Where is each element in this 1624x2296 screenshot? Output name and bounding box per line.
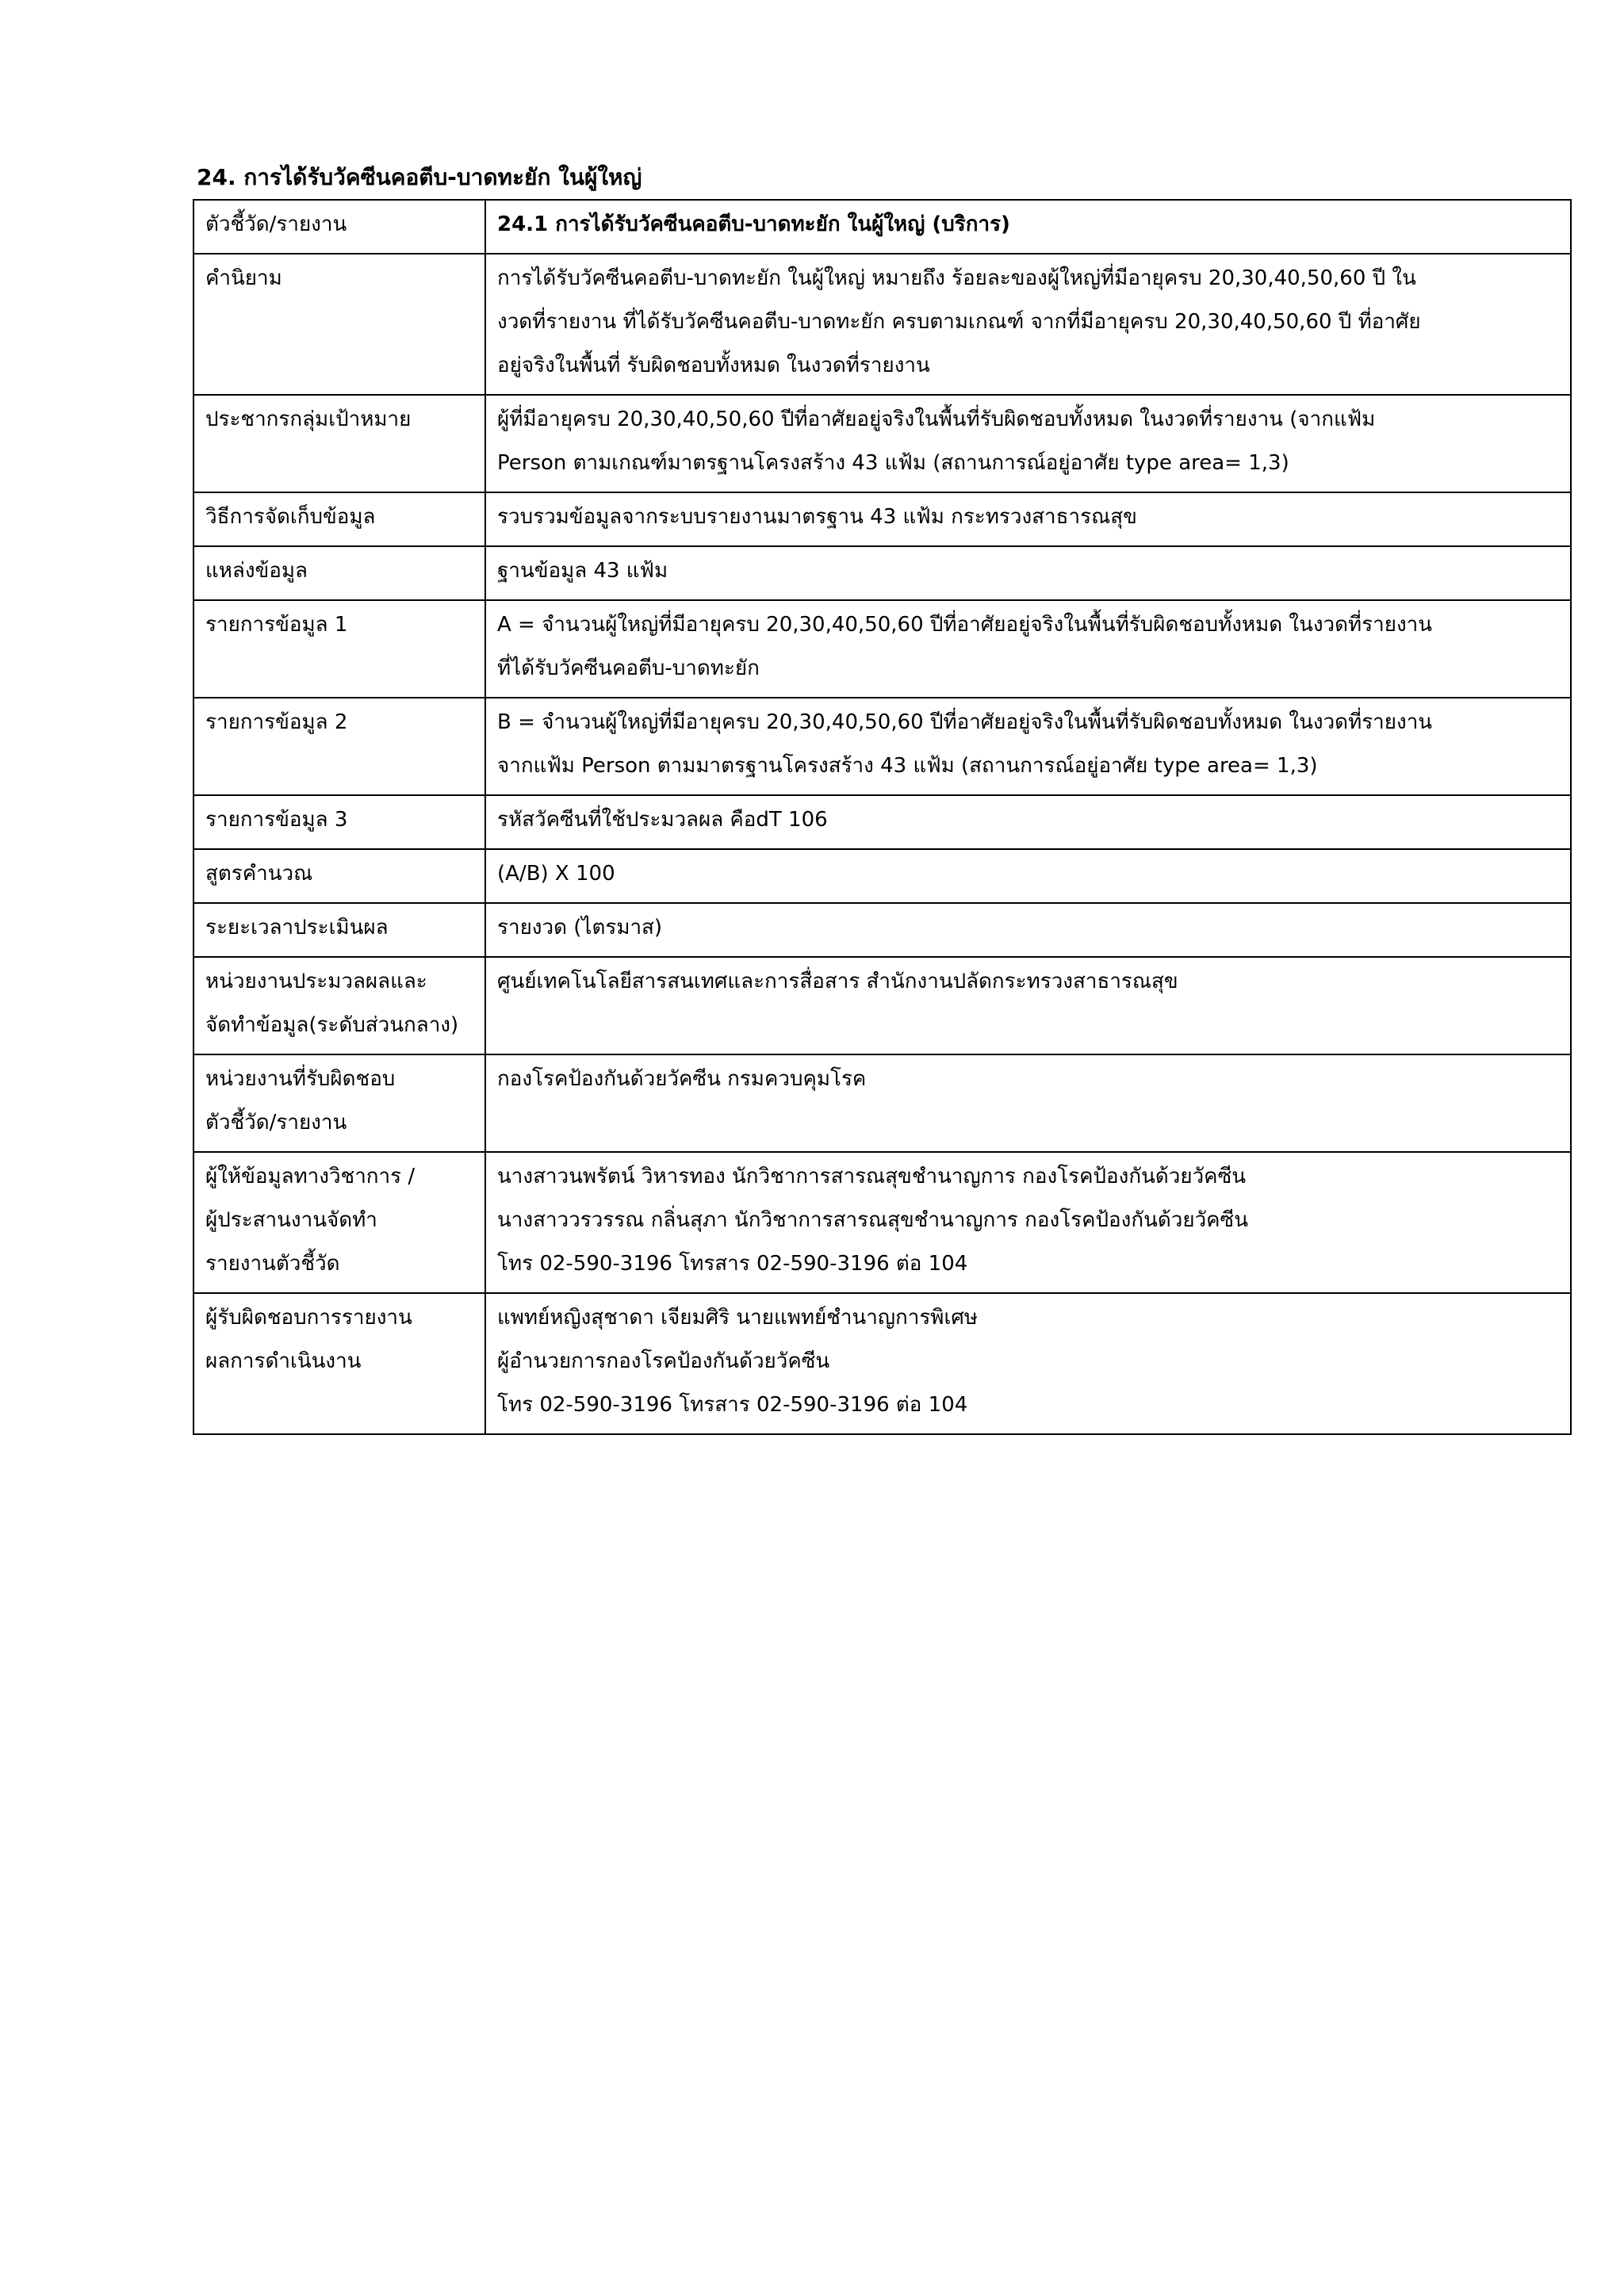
row-value-cell: [485, 254, 1571, 395]
row-value-line: แพทย์หญิงสุชาดา เจียมศิริ นายแพทย์ชำนาญการพิเศษ: [497, 1306, 978, 1330]
row-label-cell: [193, 849, 485, 903]
row-value-cell: [485, 1152, 1571, 1293]
row-label-cell: [193, 957, 485, 1054]
row-value-line: รหัสวัคซีนที่ใช้ประมวลผล คือdT 106: [497, 808, 828, 832]
row-value-line: งวดที่รายงาน ที่ได้รับวัคซีนคอตีบ-บาดทะยัก ครบตามเกณฑ์ จากที่มีอายุครบ 20,30,40,50,60 ปี ที่อาศัย: [497, 310, 1421, 334]
row-label-line: จัดทำข้อมูล(ระดับส่วนกลาง): [205, 1013, 459, 1037]
table-row: [193, 1054, 1571, 1152]
section-title: 24. การได้รับวัคซีนคอตีบ-บาดทะยัก ในผู้ใหญ่: [197, 164, 642, 190]
row-label-cell: [193, 395, 485, 492]
row-label-line: ผู้ให้ข้อมูลทางวิชาการ /: [205, 1165, 416, 1188]
table-row: [193, 849, 1571, 903]
row-value-cell: [485, 1293, 1571, 1434]
row-value-line: ผู้ที่มีอายุครบ 20,30,40,50,60 ปีที่อาศัยอยู่จริงในพื้นที่รับผิดชอบทั้งหมด ในงวดที่รายงาน (จากแฟ้ม: [497, 408, 1376, 431]
table-row: [193, 546, 1571, 600]
table-row: [193, 492, 1571, 546]
row-value-cell: [485, 200, 1571, 254]
row-value-line: โทร 02-590-3196 โทรสาร 02-590-3196 ต่อ 104: [497, 1252, 968, 1276]
row-label-line: ตัวชี้วัด/รายงาน: [205, 212, 347, 236]
row-value-line: อยู่จริงในพื้นที่ รับผิดชอบทั้งหมด ในงวดที่รายงาน: [497, 354, 930, 377]
row-label-cell: [193, 1152, 485, 1293]
row-value-cell: [485, 849, 1571, 903]
row-value-line: รายงวด (ไตรมาส): [497, 916, 663, 939]
indicator-spec-table: [193, 199, 1572, 1435]
row-value-line: นางสาววรวรรณ กลิ่นสุภา นักวิชาการสารณสุขชำนาญการ กองโรคป้องกันด้วยวัคซีน: [497, 1208, 1248, 1232]
table-row: [193, 957, 1571, 1054]
row-label-cell: [193, 492, 485, 546]
row-value-cell: [485, 795, 1571, 849]
row-label-line: ประชากรกลุ่มเป้าหมาย: [205, 408, 412, 431]
row-label-cell: [193, 254, 485, 395]
row-label-line: หน่วยงานประมวลผลและ: [205, 970, 427, 993]
row-label-cell: [193, 1054, 485, 1152]
row-value-cell: [485, 903, 1571, 957]
row-label-line: ผู้ประสานงานจัดทำ: [205, 1208, 377, 1232]
row-label-line: ตัวชี้วัด/รายงาน: [205, 1111, 347, 1135]
row-value-cell: [485, 1054, 1571, 1152]
row-label-line: ผลการดำเนินงาน: [205, 1349, 362, 1373]
row-label-cell: [193, 1293, 485, 1434]
row-value-cell: [485, 492, 1571, 546]
row-label-line: สูตรคำนวณ: [205, 862, 313, 886]
table-row: [193, 600, 1571, 698]
row-value-cell: [485, 957, 1571, 1054]
row-value-cell: [485, 395, 1571, 492]
row-label-line: ระยะเวลาประเมินผล: [205, 916, 389, 939]
row-label-cell: [193, 600, 485, 698]
table-row: [193, 903, 1571, 957]
table-row: [193, 395, 1571, 492]
row-value-line: รวบรวมข้อมูลจากระบบรายงานมาตรฐาน 43 แฟ้ม กระทรวงสาธารณสุข: [497, 505, 1137, 529]
row-label-line: รายงานตัวชี้วัด: [205, 1252, 340, 1276]
row-value-line: A = จำนวนผู้ใหญ่ที่มีอายุครบ 20,30,40,50,60 ปีที่อาศัยอยู่จริงในพื้นที่รับผิดชอบทั้งหมด ในงวดที่รายงาน: [497, 613, 1433, 637]
row-value-line: การได้รับวัคซีนคอตีบ-บาดทะยัก ในผู้ใหญ่ หมายถึง ร้อยละของผู้ใหญ่ที่มีอายุครบ 20,30,40,50,60 ปี ใน: [497, 266, 1416, 290]
row-value-line: (A/B) X 100: [497, 862, 615, 886]
row-label-line: แหล่งข้อมูล: [205, 559, 308, 583]
row-value-line: 24.1 การได้รับวัคซีนคอตีบ-บาดทะยัก ในผู้ใหญ่ (บริการ): [497, 212, 1010, 236]
row-label-cell: [193, 546, 485, 600]
row-label-cell: [193, 903, 485, 957]
row-value-line: ผู้อำนวยการกองโรคป้องกันด้วยวัคซีน: [497, 1349, 830, 1373]
row-value-line: ฐานข้อมูล 43 แฟ้ม: [497, 559, 668, 583]
indicator-spec-table-body: [193, 200, 1571, 1434]
table-row: [193, 1293, 1571, 1434]
row-label-line: ผู้รับผิดชอบการรายงาน: [205, 1306, 412, 1330]
row-label-cell: [193, 698, 485, 795]
row-label-line: รายการข้อมูล 2: [205, 710, 348, 734]
row-label-cell: [193, 795, 485, 849]
table-row: [193, 1152, 1571, 1293]
row-value-line: โทร 02-590-3196 โทรสาร 02-590-3196 ต่อ 104: [497, 1393, 968, 1417]
table-row: [193, 200, 1571, 254]
table-row: [193, 698, 1571, 795]
row-label-line: รายการข้อมูล 3: [205, 808, 348, 832]
row-value-line: นางสาวนพรัตน์ วิหารทอง นักวิชาการสารณสุขชำนาญการ กองโรคป้องกันด้วยวัคซีน: [497, 1165, 1246, 1188]
row-label-line: รายการข้อมูล 1: [205, 613, 348, 637]
row-value-line: Person ตามเกณฑ์มาตรฐานโครงสร้าง 43 แฟ้ม (สถานการณ์อยู่อาศัย type area= 1,3): [497, 451, 1289, 475]
row-value-cell: [485, 546, 1571, 600]
row-value-cell: [485, 600, 1571, 698]
row-value-line: ที่ได้รับวัคซีนคอตีบ-บาดทะยัก: [497, 656, 760, 680]
row-label-cell: [193, 200, 485, 254]
row-value-line: ศูนย์เทคโนโลยีสารสนเทศและการสื่อสาร สำนักงานปลัดกระทรวงสาธารณสุข: [497, 970, 1178, 993]
row-value-cell: [485, 698, 1571, 795]
row-value-line: จากแฟ้ม Person ตามมาตรฐานโครงสร้าง 43 แฟ้ม (สถานการณ์อยู่อาศัย type area= 1,3): [497, 754, 1318, 778]
row-label-line: หน่วยงานที่รับผิดชอบ: [205, 1067, 396, 1091]
row-value-line: B = จำนวนผู้ใหญ่ที่มีอายุครบ 20,30,40,50,60 ปีที่อาศัยอยู่จริงในพื้นที่รับผิดชอบทั้งหมด ในงวดที่รายงาน: [497, 710, 1433, 734]
row-label-line: คำนิยาม: [205, 266, 282, 290]
row-label-line: วิธีการจัดเก็บข้อมูล: [205, 505, 376, 529]
table-row: [193, 254, 1571, 395]
row-value-line: กองโรคป้องกันด้วยวัคซีน กรมควบคุมโรค: [497, 1067, 867, 1091]
table-row: [193, 795, 1571, 849]
